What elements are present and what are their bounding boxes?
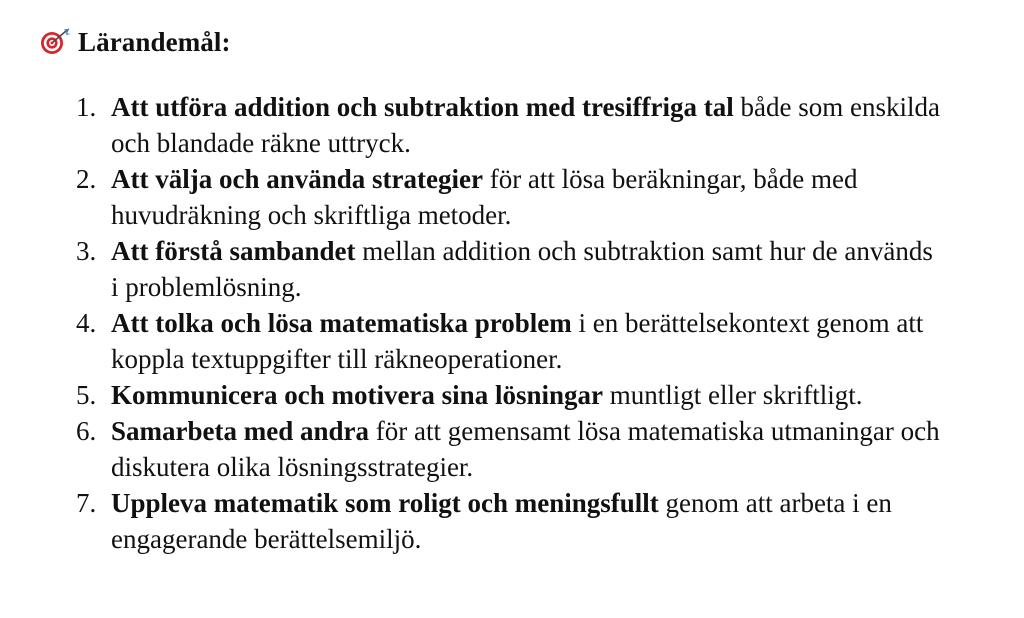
list-item-bold-text: Kommunicera och motivera sina lösningar bbox=[111, 380, 603, 410]
learning-goals-list bbox=[0, 89, 1000, 557]
list-item-number: 3. bbox=[76, 236, 97, 266]
list-item-number: 7. bbox=[76, 488, 97, 518]
list-item-text: för att lösa beräkningar, både med huvudräkning och skriftliga metoder. bbox=[111, 164, 858, 230]
list-item-bold-text: Samarbeta med andra bbox=[111, 416, 369, 446]
list-item-text: muntligt eller skriftligt. bbox=[602, 380, 863, 410]
list-item-text: för att gemensamt lösa matematiska utmaningar och diskutera olika lösningsstrategier. bbox=[111, 416, 940, 482]
list-item-number: 2. bbox=[76, 164, 97, 194]
list-item-text: både som enskilda och blandade räkne uttryck. bbox=[111, 92, 940, 158]
list-item-number: 6. bbox=[76, 416, 97, 446]
list-item-bold-text: Uppleva matematik som roligt och meningsfullt bbox=[111, 488, 659, 518]
list-item bbox=[0, 485, 941, 557]
list-item bbox=[0, 413, 941, 485]
list-item-bold-text: Att utföra addition och subtraktion med tresiffriga tal bbox=[111, 92, 734, 122]
list-item-number: 5. bbox=[76, 380, 97, 410]
list-item bbox=[0, 233, 941, 305]
section-heading bbox=[40, 24, 231, 60]
list-item-text: i en berättelsekontext genom att koppla textuppgifter till räkneoperationer. bbox=[111, 308, 924, 374]
list-item-bold-text: Att tolka och lösa matematiska problem bbox=[111, 308, 572, 338]
list-item-number: 1. bbox=[76, 92, 97, 122]
list-item bbox=[0, 377, 941, 413]
list-item bbox=[0, 305, 941, 377]
heading-title: Lärandemål: bbox=[78, 27, 231, 57]
target-dart-icon bbox=[40, 28, 72, 56]
list-item-bold-text: Att förstå sambandet bbox=[111, 236, 356, 266]
list-item-number: 4. bbox=[76, 308, 97, 338]
list-item-text: mellan addition och subtraktion samt hur de används i problemlösning. bbox=[111, 236, 933, 302]
list-item bbox=[0, 161, 941, 233]
list-item-text: genom att arbeta i en engagerande berättelsemiljö. bbox=[111, 488, 892, 554]
list-item bbox=[0, 89, 941, 161]
list-item-bold-text: Att välja och använda strategier bbox=[111, 164, 483, 194]
